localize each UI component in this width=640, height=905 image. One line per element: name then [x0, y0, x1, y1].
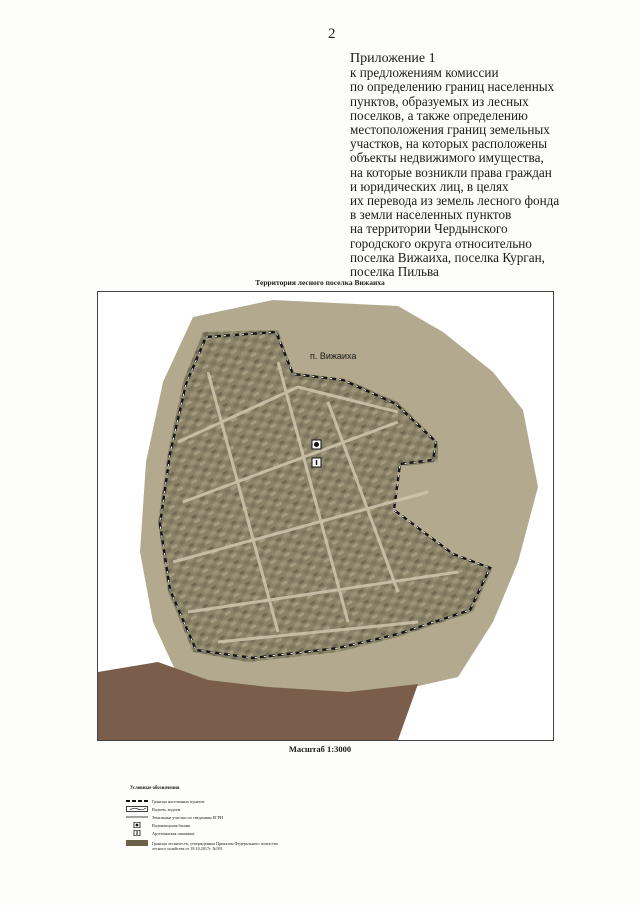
legend-label: Граница населенных пунктов	[152, 799, 205, 804]
artesian-well-legend-icon	[126, 830, 148, 836]
annex-line: к предложениям комиссии	[350, 65, 499, 81]
legend-label: Граница лесничеств, утвержденная Приказом Федерального агентства лесного хозяйства от 18.10.2017г. №591	[152, 841, 278, 851]
water-tower-legend-icon	[126, 822, 148, 828]
annex-line: их перевода из земель лесного фонда	[350, 193, 560, 209]
annex-line: местоположения границ земельных	[350, 122, 550, 138]
annex-line: объекты недвижимого имущества,	[350, 150, 544, 166]
water-body-icon	[126, 806, 148, 812]
legend-label: Водоем, водоем	[152, 807, 181, 812]
legend-label: Земельные участки по сведениям ЕГРН	[152, 815, 223, 820]
legend-title: Условные обозначения	[130, 786, 180, 791]
annex-line: в земли населенных пунктов	[350, 207, 512, 223]
page-number: 2	[328, 26, 336, 42]
annex-line: городского округа относительно	[350, 235, 532, 251]
annex-line: поселка Вижаиха, поселка Курган,	[350, 249, 545, 265]
annex-line: по определению границ населенных	[350, 79, 555, 95]
land-plot-icon	[126, 814, 148, 820]
annex-header	[350, 52, 630, 279]
annex-line: на территории Чердынского	[350, 221, 508, 237]
artesian-well-icon	[312, 458, 321, 467]
annex-line: и юридических лиц, в целях	[350, 178, 509, 194]
legend-label: Водонапорная башня	[152, 823, 190, 828]
map-title: Территория лесного поселка Вижаиха	[255, 278, 385, 287]
boundary-line-icon	[126, 798, 148, 804]
settlement-label: п. Вижаиха	[310, 351, 357, 361]
annex-line: пунктов, образуемых из лесных	[350, 93, 529, 109]
annex-line: участков, на которых расположены	[350, 136, 548, 152]
map-scale: Масштаб 1:3000	[288, 744, 352, 754]
forestry-boundary-icon	[126, 840, 148, 846]
map-frame	[97, 291, 554, 741]
annex-line: на которые возникли права граждан	[350, 164, 552, 180]
legend-label: Артезианская скважина	[152, 831, 195, 836]
annex-line: поселков, а также определению	[350, 107, 528, 123]
annex-line: Приложение 1	[350, 51, 436, 66]
annex-line: поселка Пильва	[350, 264, 439, 280]
water-tower-icon	[312, 440, 321, 449]
aerial-map	[98, 292, 553, 740]
